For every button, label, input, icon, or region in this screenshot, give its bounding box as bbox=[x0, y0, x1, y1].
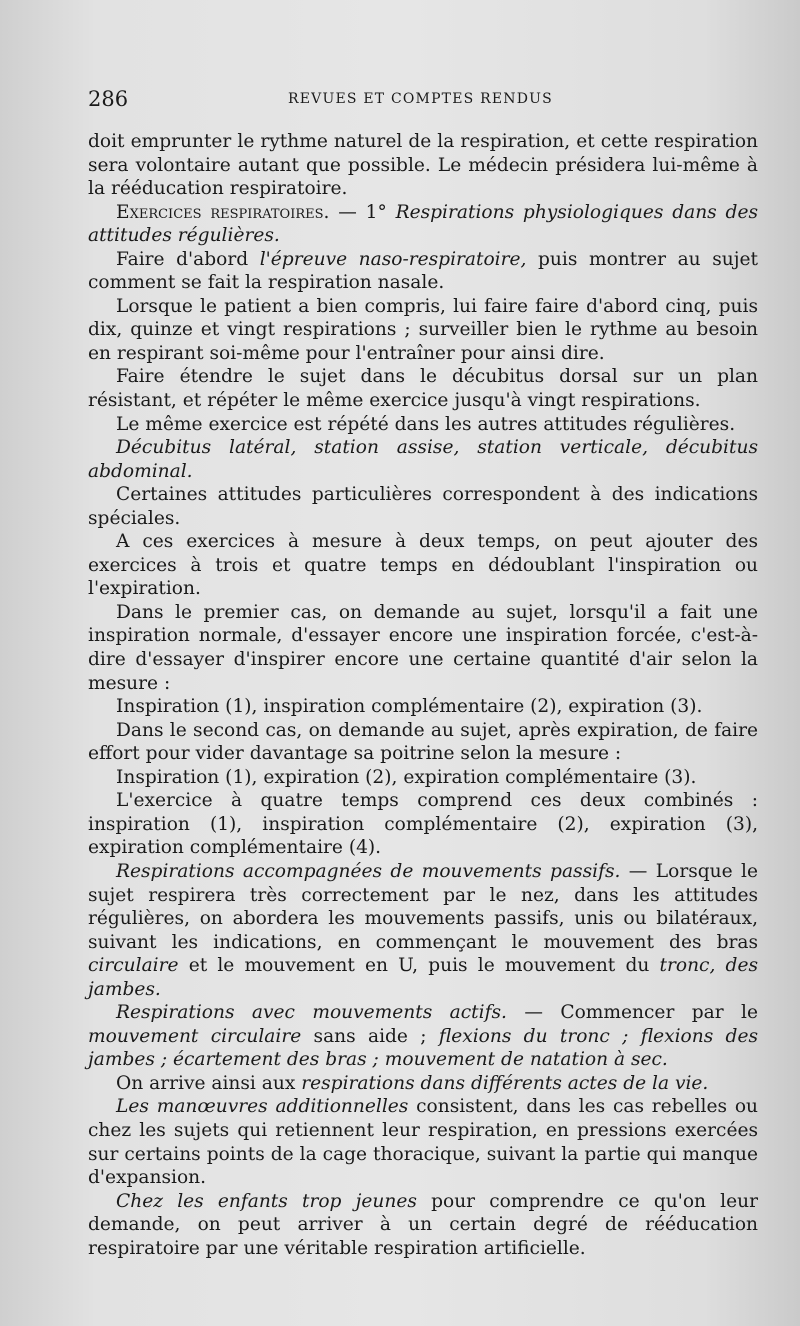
italic-text: Respirations physiologiques dans des attitudes régulières. bbox=[88, 201, 758, 247]
text-run: A ces exercices à mesure à deux temps, on peut ajouter des exercices à trois et quatre temps en dédoublant l'inspiration ou l'expiration. bbox=[88, 531, 758, 600]
italic-text: flexions du tronc ; flexions des jambes ; écartement des bras ; mouvement de natation à sec. bbox=[88, 1025, 758, 1071]
paragraph bbox=[88, 695, 758, 719]
text-run: On arrive ainsi aux bbox=[116, 1072, 302, 1094]
page-number: 286 bbox=[88, 87, 129, 111]
paragraph bbox=[88, 530, 758, 601]
paragraph bbox=[88, 766, 758, 790]
italic-text: respirations dans différents actes de la vie. bbox=[301, 1072, 709, 1094]
text-run: Inspiration (1), inspiration complémentaire (2), expiration (3). bbox=[116, 696, 703, 718]
text-run: puis montrer au sujet comment se fait la respiration nasale. bbox=[88, 248, 758, 294]
italic-text: mouvement circulaire bbox=[88, 1025, 302, 1047]
paragraph bbox=[88, 1072, 758, 1096]
text-run: et le mouvement en U, puis le mouvement du bbox=[178, 955, 660, 977]
text-run: Inspiration (1), expiration (2), expiration complémentaire (3). bbox=[116, 766, 697, 788]
text-run: Faire étendre le sujet dans le décubitus dorsal sur un plan résistant, et répéter le même exercice jusqu'à vingt respirations. bbox=[88, 366, 758, 412]
text-run: — Commencer par le bbox=[506, 1002, 758, 1024]
paragraph bbox=[88, 436, 758, 483]
paragraph bbox=[88, 365, 758, 412]
italic-text: circulaire bbox=[88, 955, 179, 977]
paragraph bbox=[88, 601, 758, 695]
text-run: — 1° bbox=[329, 201, 396, 223]
text-run: Dans le second cas, on demande au sujet, après expiration, de faire effort pour vider davantage sa poitrine selon la mesure : bbox=[88, 719, 758, 765]
paragraph bbox=[88, 1190, 758, 1261]
italic-text: Respirations avec mouvements actifs. bbox=[116, 1002, 507, 1024]
paragraph bbox=[88, 130, 758, 201]
paragraph bbox=[88, 719, 758, 766]
text-run: Lorsque le patient a bien compris, lui faire faire d'abord cinq, puis dix, quinze et vingt respirations ; surveiller bien le rythme au besoin en respirant soi-même pour l'entraîner pour ainsi dire. bbox=[88, 295, 758, 364]
paragraph bbox=[88, 1095, 758, 1189]
paragraph bbox=[88, 413, 758, 437]
text-run: Faire d'abord bbox=[116, 248, 260, 270]
paragraph bbox=[88, 201, 758, 248]
text-run: pour comprendre ce qu'on leur demande, on peut arriver à un certain degré de rééducation respiratoire par une véritable respiration artificielle. bbox=[88, 1190, 758, 1259]
paragraph bbox=[88, 295, 758, 366]
paragraph bbox=[88, 483, 758, 530]
text-run: L'exercice à quatre temps comprend ces deux combinés : inspiration (1), inspiration complémentaire (2), expiration (3), expiration complémentaire (4). bbox=[88, 790, 758, 859]
paragraph bbox=[88, 1001, 758, 1072]
text-run: Dans le premier cas, on demande au sujet, lorsqu'il a fait une inspiration normale, d'essayer encore une inspiration forcée, c'est-à-dire d'essayer d'inspirer encore une certaine quantité d'air selon la mesure : bbox=[88, 601, 758, 694]
text-run: — Lorsque le sujet respirera très correctement par le nez, dans les attitudes régulières, on abordera les mouvements passifs, unis ou bilatéraux, suivant les indications, en commençant le mouvement des bras bbox=[88, 860, 758, 953]
text-run: doit emprunter le rythme naturel de la respiration, et cette respiration sera volontaire autant que possible. Le médecin présidera lui-même à la rééducation respiratoire. bbox=[88, 131, 758, 200]
italic-text: tronc, des jambes. bbox=[88, 955, 758, 1000]
section-heading: Exercices respiratoires. bbox=[116, 201, 330, 223]
text-run: Certaines attitudes particulières correspondent à des indications spéciales. bbox=[88, 484, 758, 529]
italic-text: Chez les enfants trop jeunes bbox=[116, 1190, 417, 1212]
paragraph bbox=[88, 248, 758, 295]
text-run: Le même exercice est répété dans les autres attitudes régulières. bbox=[116, 413, 736, 435]
text-run: sans aide ; bbox=[301, 1025, 439, 1047]
paragraph bbox=[88, 789, 758, 860]
running-head: REVUES ET COMPTES RENDUS bbox=[288, 91, 553, 107]
body-text bbox=[88, 130, 758, 1260]
italic-text: l'épreuve naso-respiratoire, bbox=[259, 248, 527, 270]
italic-text: Décubitus latéral, station assise, station verticale, décubitus abdominal. bbox=[88, 437, 758, 482]
text-run: consistent, dans les cas rebelles ou chez les sujets qui retiennent leur respiration, en pressions exercées sur certains points de la cage thoracique, suivant la partie qui manque d'expansion. bbox=[88, 1096, 758, 1189]
paragraph bbox=[88, 860, 758, 1001]
page-header bbox=[88, 86, 758, 112]
italic-text: Les manœuvres additionnelles bbox=[116, 1096, 409, 1118]
italic-text: Respirations accompagnées de mouvements passifs. bbox=[116, 860, 621, 882]
